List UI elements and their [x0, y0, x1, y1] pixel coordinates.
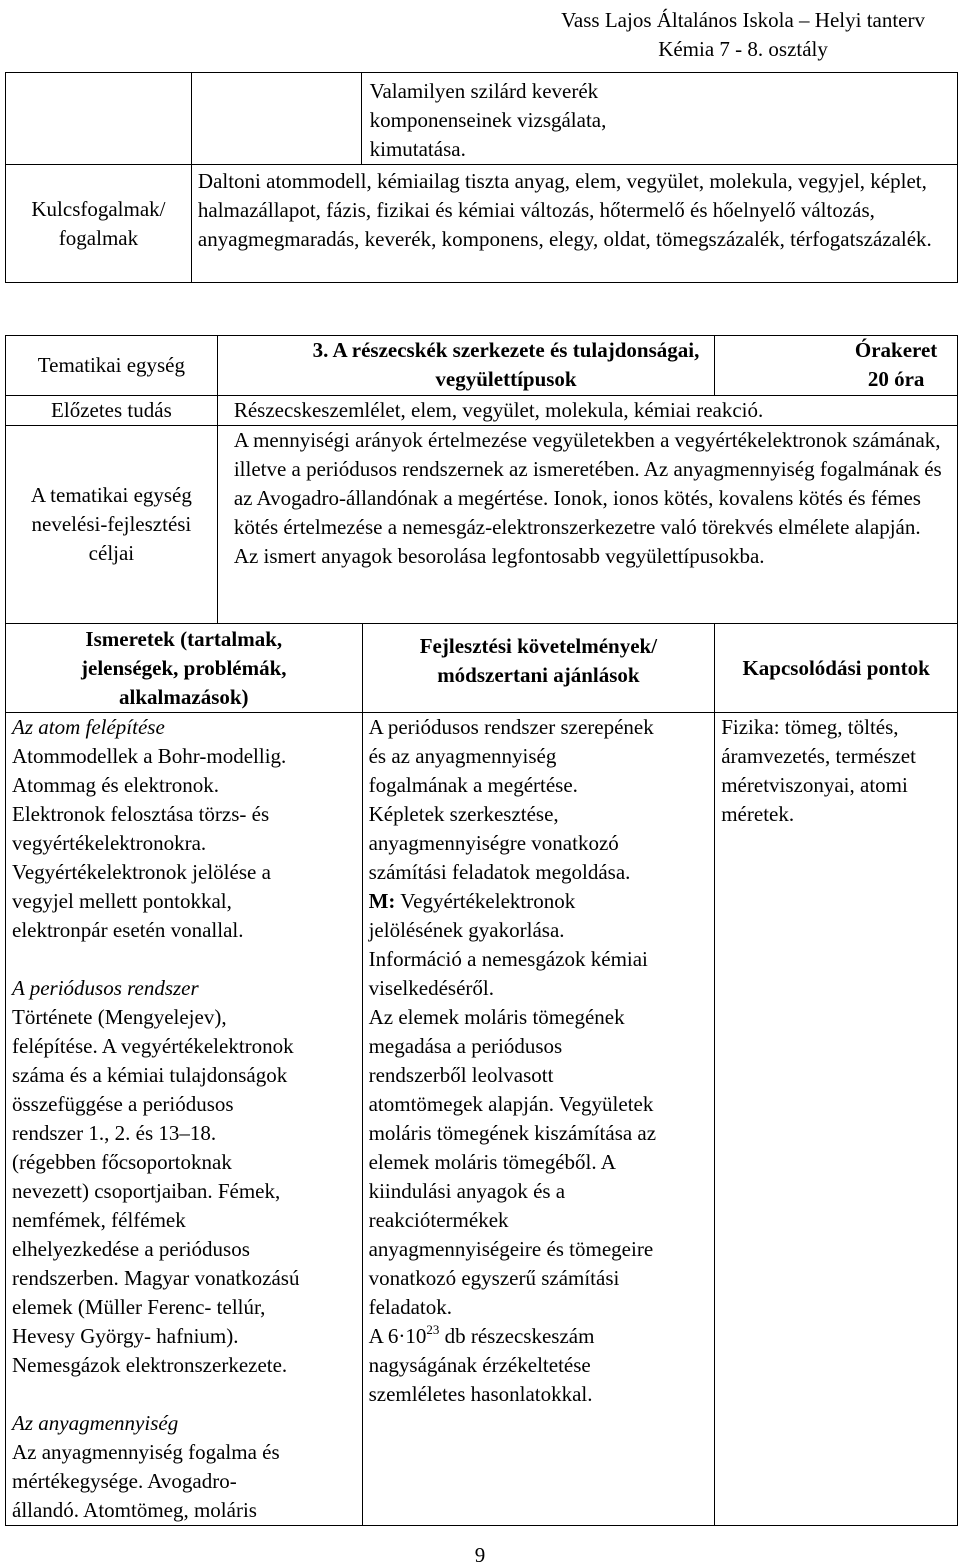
- content-line: Atommodellek a Bohr-modellig.: [12, 744, 287, 768]
- content-line: jelölésének gyakorlása.: [368, 918, 565, 942]
- num-base: 10: [405, 1324, 427, 1348]
- content-line: összefüggése a periódusos: [12, 1092, 234, 1116]
- content-line: reakciótermékek: [368, 1208, 509, 1232]
- num-suffix: db részecskeszám: [439, 1324, 595, 1348]
- content-line: száma és a kémiai tulajdonságok: [12, 1063, 288, 1087]
- kapcsolodasi-header: Kapcsolódási pontok: [715, 624, 958, 713]
- col-head-line: jelenségek, problémák,: [81, 655, 287, 680]
- kulcsfogalmak-label-line: fogalmak: [58, 225, 139, 250]
- hours-cell: [715, 336, 958, 396]
- avogadro-number-line: [369, 1322, 709, 1351]
- content-line: (régebben főcsoportoknak: [12, 1150, 232, 1174]
- header-subject-line: Kémia 7 - 8. osztály: [658, 37, 828, 61]
- content-line: elemek moláris tömegéből. A: [368, 1150, 616, 1174]
- content-line: rendszerből leolvasott: [368, 1063, 554, 1087]
- ismeretek-content: [6, 713, 363, 1526]
- content-line: viselkedéséről.: [368, 976, 494, 1000]
- celok-label-line: A tematikai egység: [30, 483, 192, 507]
- ismeretek-header: [6, 624, 363, 713]
- thematic-unit-table: [5, 335, 958, 1526]
- previous-empty-cell: [6, 73, 192, 165]
- content-line: [369, 887, 709, 916]
- key-concepts-table: [5, 72, 958, 283]
- col-head-line: alkalmazások): [119, 684, 249, 709]
- kulcsfogalmak-paragraph: Daltoni atommodell, kémiailag tiszta anyag, elem, vegyület, molekula, vegyjel, képlet, halmazállapot, fázis, fizikai és kémiai változás, hőtermelő és hőelnyelő változás, anyagmegmaradás, keverék, komponens, elegy, oldat, tömegszázalék, térfogatszázalék.: [197, 169, 932, 251]
- content-line: rendszer 1., 2. és 13–18.: [12, 1121, 217, 1145]
- content-line: Az anyagmennyiség fogalma és: [12, 1440, 280, 1464]
- content-line: Története (Mengyelejev),: [12, 1005, 227, 1029]
- col-head-line: módszertani ajánlások: [437, 663, 640, 687]
- content-line: Képletek szerkesztése,: [368, 802, 559, 826]
- header-school-line: Vass Lajos Általános Iskola – Helyi tanterv: [561, 8, 925, 32]
- content-line: Nemesgázok elektronszerkezete.: [12, 1353, 288, 1377]
- content-line: méretviszonyai, atomi: [721, 773, 908, 797]
- content-line: rendszerben. Magyar vonatkozású: [12, 1266, 300, 1290]
- num-exponent: 23: [426, 1322, 440, 1337]
- fejlesztesi-header: [362, 624, 715, 713]
- kulcsfogalmak-label-line: Kulcsfogalmak/: [31, 196, 166, 221]
- elozetes-label: Előzetes tudás: [6, 396, 218, 426]
- previous-line: Valamilyen szilárd keverék: [369, 79, 599, 103]
- content-line: állandó. Atomtömeg, moláris: [12, 1498, 257, 1522]
- content-line: és az anyagmennyiség: [368, 744, 557, 768]
- num-dot: ·: [398, 1324, 406, 1348]
- content-line: mértékegysége. Avogadro-: [12, 1469, 237, 1493]
- col-head-line: Ismeretek (tartalmak,: [85, 626, 283, 651]
- kulcsfogalmak-text: [191, 165, 957, 283]
- content-line: vegyértékelektronokra.: [12, 831, 207, 855]
- content-line: Atommag és elektronok.: [12, 773, 220, 797]
- content-line: számítási feladatok megoldása.: [368, 860, 631, 884]
- previous-empty-cell-2: [191, 73, 361, 165]
- content-line: méretek.: [721, 802, 795, 826]
- unit-title-line: 3. A részecskék szerkezete és tulajdonságai,: [312, 338, 700, 362]
- content-line: nagyságának érzékeltetése: [368, 1353, 591, 1377]
- celok-label-line: nevelési-fejlesztési: [31, 512, 192, 536]
- unit-title-line: vegyülettípusok: [435, 367, 577, 391]
- content-line: fogalmának a megértése.: [368, 773, 578, 797]
- page-number: 9: [474, 1543, 486, 1567]
- tematikai-label: Tematikai egység: [6, 336, 218, 396]
- section-title: Az anyagmennyiség: [12, 1411, 179, 1435]
- content-line: moláris tömegének kiszámítása az: [368, 1121, 657, 1145]
- content-line: nemfémek, félfémek: [12, 1208, 186, 1232]
- hours-value: 20 óra: [867, 367, 925, 391]
- section-title: A periódusos rendszer: [12, 976, 199, 1000]
- content-line: feladatok.: [368, 1295, 452, 1319]
- content-line: Hevesy György- hafnium).: [12, 1324, 239, 1348]
- section-title: Az atom felépítése: [12, 715, 165, 739]
- content-line: kiindulási anyagok és a: [368, 1179, 566, 1203]
- col-head-line: Fejlesztési követelmények/: [419, 634, 658, 658]
- content-line: Információ a nemesgázok kémiai: [368, 947, 648, 971]
- celok-label-line: céljai: [88, 541, 135, 565]
- fejlesztesi-content: [362, 713, 715, 1526]
- content-line: Vegyértékelektronok jelölése a: [12, 860, 271, 884]
- m-text: Vegyértékelektronok: [395, 889, 576, 913]
- previous-line: kimutatása.: [369, 137, 466, 161]
- page-header: [561, 6, 925, 64]
- content-line: nevezett) csoportjaiban. Fémek,: [12, 1179, 281, 1203]
- celok-label: [6, 426, 218, 624]
- content-line: Fizika: tömeg, töltés,: [721, 715, 899, 739]
- kapcsolodasi-content: [715, 713, 958, 1526]
- celok-text: A mennyiségi arányok értelmezése vegyületekben a vegyértékelektronok számának, illetve a periódusos rendszernek az ismeretében. Az anyagmennyiség fogalmának és az Avogadro-állandónak a megértése. Ionok, ionos kötés, kovalens kötés és fémes kötés értelmezése a nemesgáz-elektronszerkezetre való törekvés elmélete alapján. Az ismert anyagok besorolása legfontosabb vegyülettípusokba.: [217, 426, 957, 624]
- content-line: megadása a periódusos: [368, 1034, 563, 1058]
- content-line: anyagmennyiségeire és tömegeire: [368, 1237, 654, 1261]
- content-line: szemléletes hasonlatokkal.: [368, 1382, 593, 1406]
- hours-label: Órakeret: [854, 338, 938, 362]
- content-line: anyagmennyiségre vonatkozó: [368, 831, 619, 855]
- previous-content-cell: [361, 73, 957, 165]
- content-line: Elektronok felosztása törzs- és: [12, 802, 270, 826]
- content-line: Az elemek moláris tömegének: [368, 1005, 625, 1029]
- content-line: felépítése. A vegyértékelektronok: [12, 1034, 294, 1058]
- content-line: vonatkozó egyszerű számítási: [368, 1266, 620, 1290]
- content-line: vegyjel mellett pontokkal,: [12, 889, 232, 913]
- elozetes-text: Részecskeszemlélet, elem, vegyület, molekula, kémiai reakció.: [217, 396, 957, 426]
- content-line: elhelyezkedése a periódusos: [12, 1237, 250, 1261]
- previous-line: komponenseinek vizsgálata,: [369, 108, 607, 132]
- content-line: elektronpár esetén vonallal.: [12, 918, 244, 942]
- kulcsfogalmak-label: [6, 165, 192, 283]
- unit-title: [217, 336, 714, 396]
- m-label: M:: [368, 889, 396, 913]
- content-line: elemek (Müller Ferenc- tellúr,: [12, 1295, 266, 1319]
- content-line: A periódusos rendszer szerepének: [368, 715, 654, 739]
- content-line: atomtömegek alapján. Vegyületek: [368, 1092, 654, 1116]
- num-prefix: A 6: [368, 1324, 399, 1348]
- content-line: áramvezetés, természet: [721, 744, 916, 768]
